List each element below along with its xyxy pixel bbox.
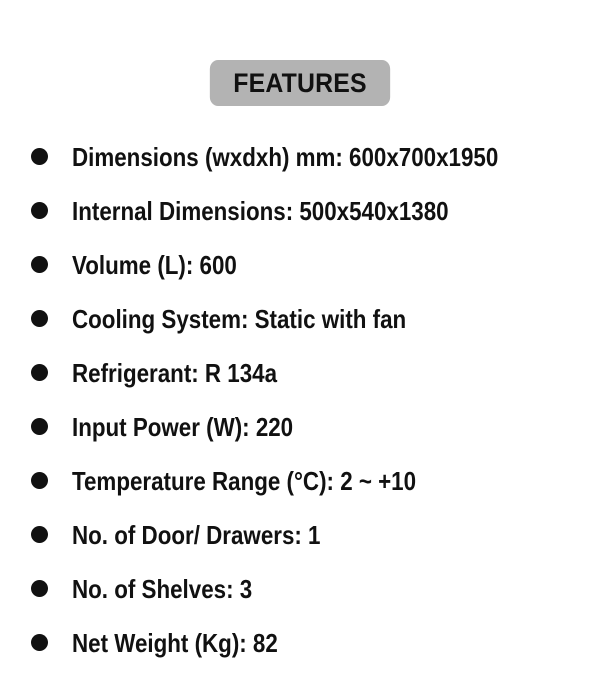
feature-text: Temperature Range (°C): 2 ~ +10 xyxy=(72,465,417,496)
bullet-icon xyxy=(31,202,48,219)
feature-text: Cooling System: Static with fan xyxy=(72,303,407,334)
bullet-icon xyxy=(31,310,48,327)
features-title: FEATURES xyxy=(210,60,390,106)
feature-text: Internal Dimensions: 500x540x1380 xyxy=(72,195,449,226)
feature-item-internal-dimensions xyxy=(0,184,600,238)
feature-text: Dimensions (wxdxh) mm: 600x700x1950 xyxy=(72,141,499,172)
bullet-icon xyxy=(31,148,48,165)
feature-item-cooling-system xyxy=(0,292,600,346)
feature-item-net-weight xyxy=(0,616,600,670)
bullet-icon xyxy=(31,472,48,489)
feature-item-input-power xyxy=(0,400,600,454)
feature-text: Refrigerant: R 134a xyxy=(72,357,278,388)
features-header xyxy=(0,60,600,106)
feature-text: No. of Shelves: 3 xyxy=(72,573,253,604)
bullet-icon xyxy=(31,580,48,597)
feature-text: No. of Door/ Drawers: 1 xyxy=(72,519,321,550)
bullet-icon xyxy=(31,256,48,273)
feature-item-temperature-range xyxy=(0,454,600,508)
feature-text: Volume (L): 600 xyxy=(72,249,237,280)
feature-text: Input Power (W): 220 xyxy=(72,411,294,442)
bullet-icon xyxy=(31,418,48,435)
bullet-icon xyxy=(31,634,48,651)
bullet-icon xyxy=(31,526,48,543)
feature-item-doors-drawers xyxy=(0,508,600,562)
feature-item-volume xyxy=(0,238,600,292)
feature-list xyxy=(0,130,600,670)
feature-text: Net Weight (Kg): 82 xyxy=(72,627,278,658)
feature-item-dimensions xyxy=(0,130,600,184)
bullet-icon xyxy=(31,364,48,381)
feature-item-shelves xyxy=(0,562,600,616)
feature-item-refrigerant xyxy=(0,346,600,400)
